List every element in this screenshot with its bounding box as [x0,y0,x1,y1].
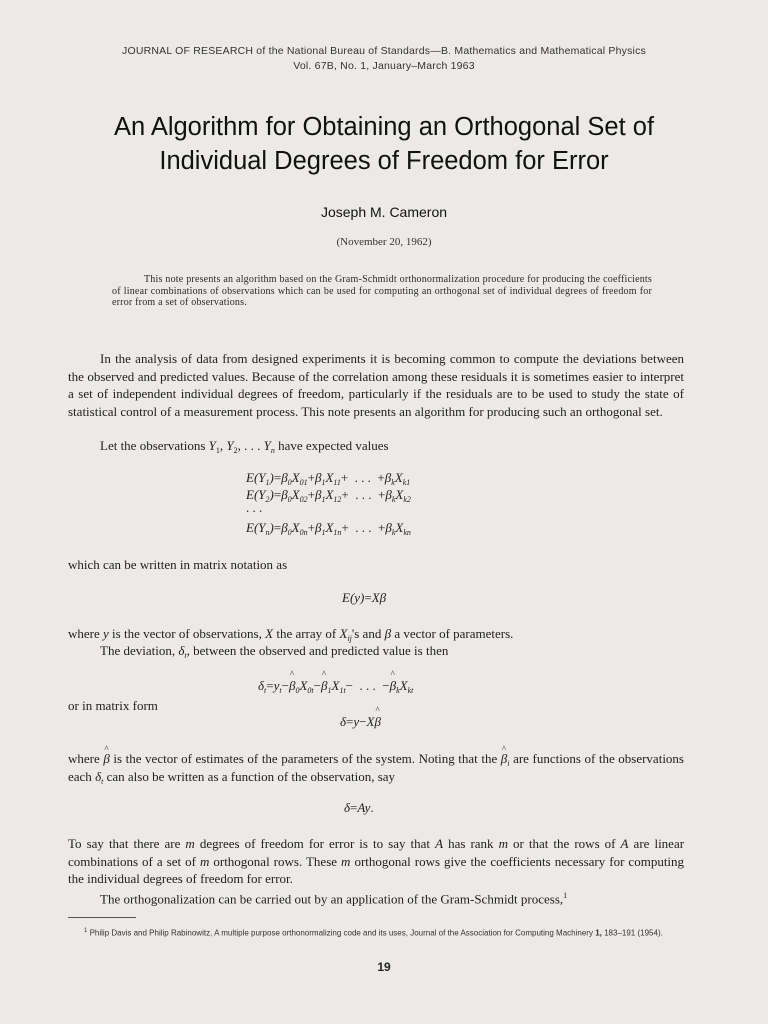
author-name: Joseph M. Cameron [320,204,448,220]
paragraph-estimates: where ^ β is the vector of estimates of the parameters of the system. Noting that the ^ $\beta_i$ are functions of the observations each $\delta_t$ can also be written as a function of the observation, say [68,750,684,785]
title-line-2: Individual Degrees of Freedom for Error [159,147,609,175]
equation-ellipsis: . . . [246,500,263,515]
footnote-volume: 1, [595,928,602,938]
footnote-text: Philip Davis and Philip Rabinowitz, A multiple purpose orthonormalizing code and its uses, Journal of the Association for Computing Machinery [89,928,593,938]
equation-matrix: E(y)=Xβ [342,590,387,605]
footnote-pages: 183–191 (1954). [604,928,663,938]
equation-deviation-matrix: δ=y−X^ β [340,714,381,730]
title-line-1: An Algorithm for Obtaining an Orthogonal Set of [113,113,655,141]
paragraph-intro: In the analysis of data from designed experiments it is becoming common to compute the deviations between the observed and predicted values. Because of the correlation among these residuals it is sometimes easier to interpret a set of independent individual degrees of freedom, particularly if the residuals are to be used to study the state of statistical control of a measurement process. This note presents an algorithm for producing such an orthogonal set. [68,351,684,419]
journal-line-2: Vol. 67B, No. 1, January–March 1963 [293,60,475,72]
equation-linear-form: δ=Ay. [344,800,374,815]
abstract: This note presents an algorithm based on the Gram-Schmidt orthonormalization procedure for producing the coefficients of linear combinations of observations which can be used for computing an orthogonal set of individual degrees of freedom for error from a set of observations. [112,274,652,308]
equation-deviation: $\delta_t=y_t-\^{}$ $\beta_0X_{0t}-\^{}$ $\beta_1X_{1t}-$ . . . −^ $\beta_kX_{kt}$ [258,678,413,694]
paragraph-definitions: where y is the vector of observations, X the array of $X_{ij}'s$ and β a vector of parameters. [68,626,514,643]
paragraph-gram-schmidt: The orthogonalization can be carried out by an application of the Gram-Schmidt process,$^1$ [100,891,568,907]
footnote-reference[interactable]: 1 [563,891,568,900]
paragraph-observations: Let the observations $Y_1$, $Y_2$, . . . $Y_n$ have expected values [100,438,389,455]
equation-expected-yn: $E(Y_n)=\beta_0X_{0n}+\beta_1X_{1n}+$ . . . $+\beta_kX_{kn}$ [246,520,411,537]
equation-expected-y2: $E(Y_2)=\beta_0X_{02}+\beta_1X_{12}+$ . . . $+\beta_kX_{k2}$ [246,487,411,504]
journal-header [40,44,728,74]
journal-line-1: JOURNAL OF RESEARCH of the National Bureau of Standards—B. Mathematics and Mathematical Physics [122,45,646,57]
paragraph-rank: To say that there are m degrees of freedom for error is to say that A has rank m or that the rows of A are linear combinations of a set of m orthogonal rows. These m orthogonal rows give the coefficients necessary for computing the individual degrees of freedom for error. [68,836,685,886]
article-title [40,110,728,178]
footnote-divider [68,917,136,918]
paragraph-matrix-notation: which can be written in matrix notation as [68,557,288,572]
paragraph-deviation: The deviation, $\delta_t$, between the observed and predicted value is then [100,643,449,660]
footnote [68,926,684,939]
page-number: 19 [377,960,391,974]
received-date: (November 20, 1962) [336,236,432,248]
equation-expected-y1: $E(Y_1)=\beta_0X_{01}+\beta_1X_{11}+$ . . . $+\beta_kX_{k1}$ [246,470,411,487]
paragraph-matrix-form: or in matrix form [68,698,158,713]
footnote-mark: 1 [84,928,88,934]
